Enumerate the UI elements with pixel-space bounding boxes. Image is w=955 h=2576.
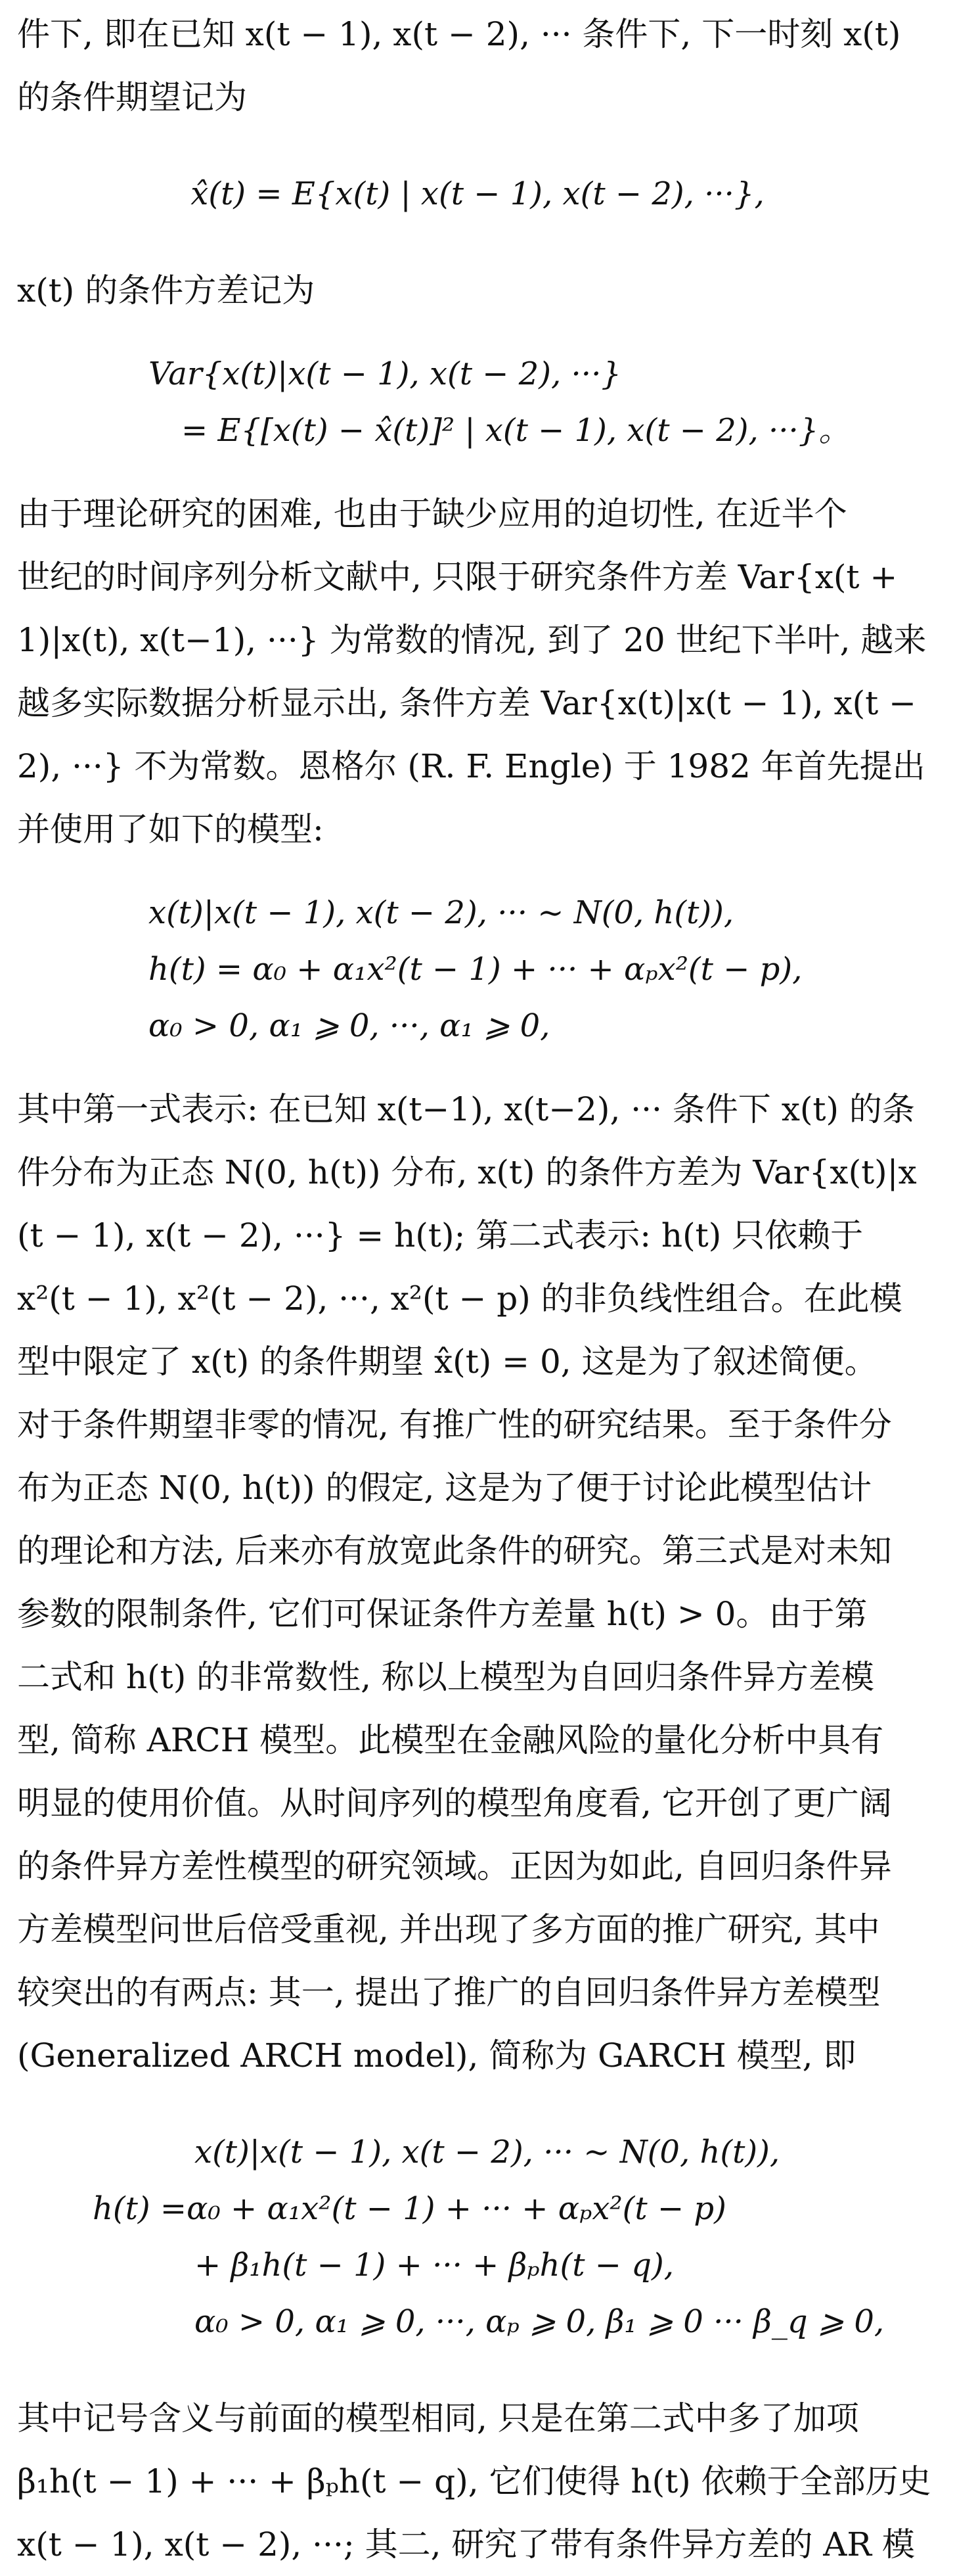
garch-line: 其中记号含义与前面的模型相同, 只是在第二式中多了加项 (17, 2399, 859, 2437)
garch-line: x(t − 1), x(t − 2), ···; 其二, 研究了带有条件异方差的 AR 模 (17, 2525, 915, 2564)
arch-line: 参数的限制条件, 它们可保证条件方差量 h(t) > 0。由于第 (17, 1595, 868, 1633)
garch-line: β₁h(t − 1) + ··· + βₚh(t − q), 它们使得 h(t) 依赖于全部历史 (17, 2462, 931, 2500)
arch-line: 其中第一式表示: 在已知 x(t−1), x(t−2), ··· 条件下 x(t) 的条 (17, 1090, 915, 1128)
garch-eq-line: + β₁h(t − 1) + ··· + βₚh(t − q), (194, 2247, 674, 2284)
equation-arch-model (17, 885, 938, 1054)
arch-line: 明显的使用价值。从时间序列的模型角度看, 它开创了更广阔 (17, 1784, 892, 1822)
garch-paragraph (17, 2387, 938, 2576)
history-line: 2), ···} 不为常数。恩格尔 (R. F. Engle) 于 1982 年首先提出 (17, 747, 925, 785)
arch-line: x²(t − 1), x²(t − 2), ···, x²(t − p) 的非负线性组合。在此模 (17, 1279, 902, 1318)
arch-eq-line: x(t)|x(t − 1), x(t − 2), ··· ∼ N(0, h(t)), (148, 894, 734, 931)
equation-conditional-variance (17, 346, 938, 459)
arch-paragraph (17, 1078, 938, 2087)
history-line: 并使用了如下的模型: (17, 810, 324, 848)
arch-line: 较突出的有两点: 其一, 提出了推广的自回归条件异方差模型 (17, 1973, 881, 2012)
history-line: 越多实际数据分析显示出, 条件方差 Var{x(t)|x(t − 1), x(t − (17, 684, 917, 722)
intro-paragraph (17, 3, 938, 129)
arch-eq-line: α₀ > 0, α₁ ⩾ 0, ···, α₁ ⩾ 0, (148, 1007, 550, 1044)
arch-line: 型, 简称 ARCH 模型。此模型在金融风险的量化分析中具有 (17, 1721, 884, 1759)
arch-line: 二式和 h(t) 的非常数性, 称以上模型为自回归条件异方差模 (17, 1658, 874, 1696)
arch-line: 方差模型问世后倍受重视, 并出现了多方面的推广研究, 其中 (17, 1910, 880, 1948)
arch-eq-line: h(t) = α₀ + α₁x²(t − 1) + ··· + αₚx²(t − p), (148, 951, 803, 988)
history-line: 世纪的时间序列分析文献中, 只限于研究条件方差 Var{x(t + (17, 558, 898, 596)
arch-line: (Generalized ARCH model), 简称为 GARCH 模型, 即 (17, 2036, 856, 2075)
variance-intro-line: x(t) 的条件方差记为 (17, 271, 315, 310)
variance-eq-line-2: = E{[x(t) − x̂(t)]² | x(t − 1), x(t − 2), ···}。 (181, 412, 851, 449)
document-page (0, 3, 955, 2564)
arch-line: 对于条件期望非零的情况, 有推广性的研究结果。至于条件分 (17, 1406, 892, 1444)
garch-eq-line: h(t) =α₀ + α₁x²(t − 1) + ··· + αₚx²(t − p) (93, 2190, 726, 2227)
variance-eq-line-1: Var{x(t)|x(t − 1), x(t − 2), ···} (148, 356, 621, 392)
history-paragraph (17, 482, 938, 861)
history-line: 1)|x(t), x(t−1), ···} 为常数的情况, 到了 20 世纪下半叶, 越来 (17, 621, 927, 659)
arch-line: 布为正态 N(0, h(t)) 的假定, 这是为了便于讨论此模型估计 (17, 1469, 872, 1507)
equation-garch-model (17, 2124, 938, 2350)
intro-line-2: 的条件期望记为 (17, 78, 247, 116)
arch-line: 件分布为正态 N(0, h(t)) 分布, x(t) 的条件方差为 Var{x(t)|x (17, 1153, 917, 1191)
history-line: 由于理论研究的困难, 也由于缺少应用的迫切性, 在近半个 (17, 495, 847, 533)
equation-conditional-expectation: x̂(t) = E{x(t) | x(t − 1), x(t − 2), ···}, (190, 175, 765, 212)
arch-line: (t − 1), x(t − 2), ···} = h(t); 第二式表示: h(t) 只依赖于 (17, 1216, 864, 1254)
intro-line-1: 件下, 即在已知 x(t − 1), x(t − 2), ··· 条件下, 下一时刻 x(t) (17, 15, 901, 53)
garch-eq-line: α₀ > 0, α₁ ⩾ 0, ···, αₚ ⩾ 0, β₁ ⩾ 0 ··· β_q ⩾ 0, (194, 2303, 885, 2340)
arch-line: 的条件异方差性模型的研究领域。正因为如此, 自回归条件异 (17, 1847, 892, 1885)
garch-eq-line: x(t)|x(t − 1), x(t − 2), ··· ∼ N(0, h(t)), (194, 2134, 780, 2171)
arch-line: 的理论和方法, 后来亦有放宽此条件的研究。第三式是对未知 (17, 1532, 892, 1570)
arch-line: 型中限定了 x(t) 的条件期望 x̂(t) = 0, 这是为了叙述简便。 (17, 1343, 877, 1381)
